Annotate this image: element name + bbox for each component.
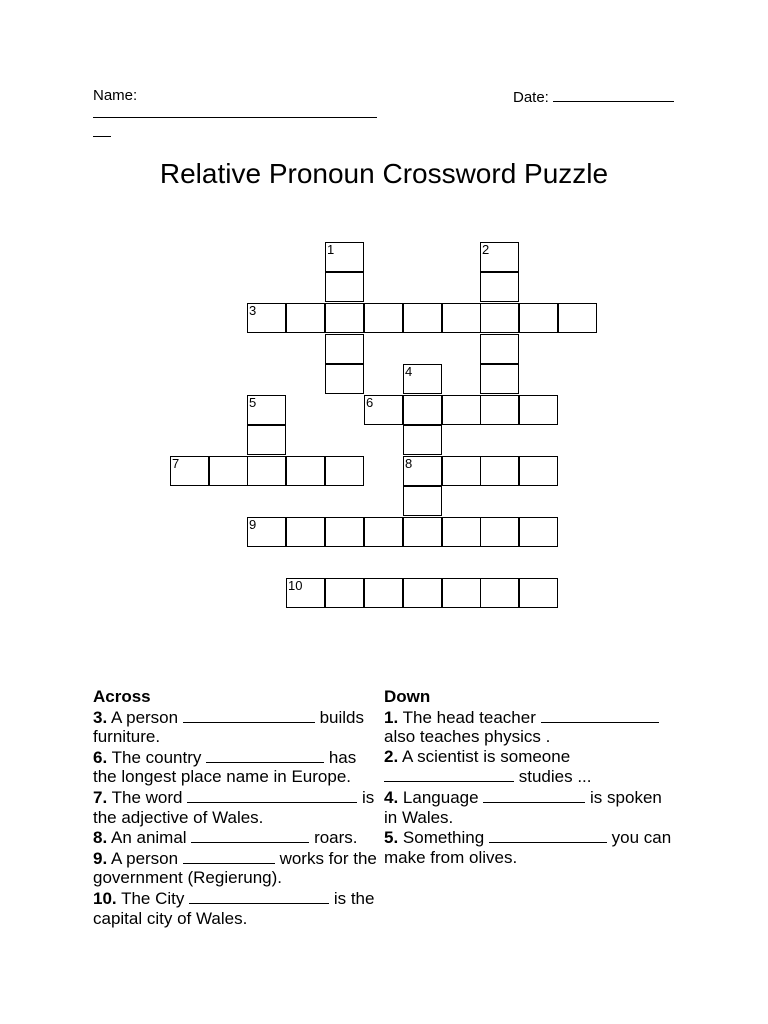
clue-number: 7 bbox=[172, 456, 180, 471]
crossword-cell[interactable] bbox=[286, 456, 325, 486]
page-title: Relative Pronoun Crossword Puzzle bbox=[159, 158, 609, 189]
crossword-cell[interactable] bbox=[364, 303, 403, 333]
date-label: Date: bbox=[513, 89, 549, 106]
crossword-cell[interactable] bbox=[480, 395, 519, 425]
answer-blank[interactable] bbox=[191, 827, 309, 843]
crossword-cell[interactable] bbox=[403, 578, 442, 608]
clue-4-down: 4. Language is spoken in Wales. bbox=[384, 787, 662, 827]
crossword-cell[interactable] bbox=[325, 517, 364, 547]
crossword-cell[interactable] bbox=[209, 456, 248, 486]
crossword-cell[interactable] bbox=[170, 456, 209, 486]
crossword-cell[interactable] bbox=[442, 456, 481, 486]
crossword-cell[interactable] bbox=[286, 578, 325, 608]
crossword-cell[interactable] bbox=[519, 303, 558, 333]
crossword-cell[interactable] bbox=[403, 364, 442, 394]
crossword-cell[interactable] bbox=[519, 517, 558, 547]
clue-2-down: 2. A scientist is someone studies ... bbox=[384, 746, 592, 787]
crossword-cell[interactable] bbox=[325, 303, 364, 333]
clue-3-across: 3. A person builds furniture. bbox=[93, 707, 364, 747]
answer-blank[interactable] bbox=[183, 707, 315, 723]
crossword-cell[interactable] bbox=[247, 517, 286, 547]
crossword-cell[interactable] bbox=[442, 578, 481, 608]
crossword-cell[interactable] bbox=[325, 364, 364, 394]
crossword-cell[interactable] bbox=[403, 517, 442, 547]
crossword-cell[interactable] bbox=[286, 517, 325, 547]
clue-1-down: 1. The head teacher also teaches physics . bbox=[384, 707, 674, 747]
crossword-cell[interactable] bbox=[442, 517, 481, 547]
clue-number: 1 bbox=[327, 242, 335, 257]
answer-blank[interactable] bbox=[189, 888, 329, 904]
crossword-cell[interactable] bbox=[558, 303, 597, 333]
answer-blank[interactable] bbox=[206, 747, 324, 763]
crossword-cell[interactable] bbox=[519, 578, 558, 608]
clue-number: 3 bbox=[249, 303, 257, 318]
clue-5-down: 5. Something you can make from olives. bbox=[384, 828, 672, 867]
crossword-cell[interactable] bbox=[480, 456, 519, 486]
answer-blank[interactable] bbox=[187, 787, 357, 803]
clue-number: 2 bbox=[482, 242, 490, 257]
clue-8-across: 8. An animal roars. bbox=[93, 828, 358, 848]
crossword-cell[interactable] bbox=[325, 272, 364, 302]
name-label: Name: bbox=[93, 87, 138, 104]
crossword-cell[interactable] bbox=[519, 456, 558, 486]
crossword-cell[interactable] bbox=[364, 517, 403, 547]
crossword-cell[interactable] bbox=[480, 517, 519, 547]
crossword-cell[interactable] bbox=[286, 303, 325, 333]
answer-blank[interactable] bbox=[183, 848, 275, 864]
down-clues bbox=[384, 687, 674, 867]
answer-blank[interactable] bbox=[384, 766, 514, 782]
crossword-cell[interactable] bbox=[442, 303, 481, 333]
clue-number: 6 bbox=[366, 395, 374, 410]
crossword-cell[interactable] bbox=[403, 425, 442, 455]
crossword-cell[interactable] bbox=[325, 578, 364, 608]
crossword-cell[interactable] bbox=[247, 456, 286, 486]
crossword-cell[interactable] bbox=[480, 578, 519, 608]
crossword-cell[interactable] bbox=[247, 395, 286, 425]
clue-number: 9 bbox=[249, 517, 257, 532]
crossword-cell[interactable] bbox=[403, 395, 442, 425]
answer-blank[interactable] bbox=[483, 787, 585, 803]
clue-10-across: 10. The City is the capital city of Wales. bbox=[93, 888, 375, 928]
crossword-cell[interactable] bbox=[519, 395, 558, 425]
crossword-cell[interactable] bbox=[480, 303, 519, 333]
crossword-cell[interactable] bbox=[364, 578, 403, 608]
answer-blank[interactable] bbox=[541, 707, 659, 723]
crossword-cell[interactable] bbox=[247, 303, 286, 333]
crossword-cell[interactable] bbox=[480, 272, 519, 302]
crossword-cell[interactable] bbox=[247, 425, 286, 455]
clue-number: 8 bbox=[405, 456, 413, 471]
crossword-cell[interactable] bbox=[480, 364, 519, 394]
crossword-cell[interactable] bbox=[403, 456, 442, 486]
crossword-cell[interactable] bbox=[403, 486, 442, 516]
across-heading: Across bbox=[93, 687, 151, 706]
crossword-cell[interactable] bbox=[325, 334, 364, 364]
clue-number: 10 bbox=[288, 578, 303, 593]
clue-number: 5 bbox=[249, 395, 257, 410]
crossword-cell[interactable] bbox=[403, 303, 442, 333]
clue-7-across: 7. The word is the adjective of Wales. bbox=[93, 787, 375, 827]
clue-number: 4 bbox=[405, 364, 413, 379]
crossword-cell[interactable] bbox=[442, 395, 481, 425]
answer-blank[interactable] bbox=[489, 827, 607, 843]
across-clues bbox=[93, 687, 383, 928]
clue-9-across: 9. A person works for the government (Regierung). bbox=[93, 848, 377, 888]
down-heading: Down bbox=[384, 687, 431, 706]
clue-6-across: 6. The country has the longest place name in Europe. bbox=[93, 747, 357, 787]
crossword-cell[interactable] bbox=[364, 395, 403, 425]
crossword-cell[interactable] bbox=[325, 242, 364, 272]
crossword-cell[interactable] bbox=[480, 242, 519, 272]
crossword-cell[interactable] bbox=[325, 456, 364, 486]
crossword-cell[interactable] bbox=[480, 334, 519, 364]
